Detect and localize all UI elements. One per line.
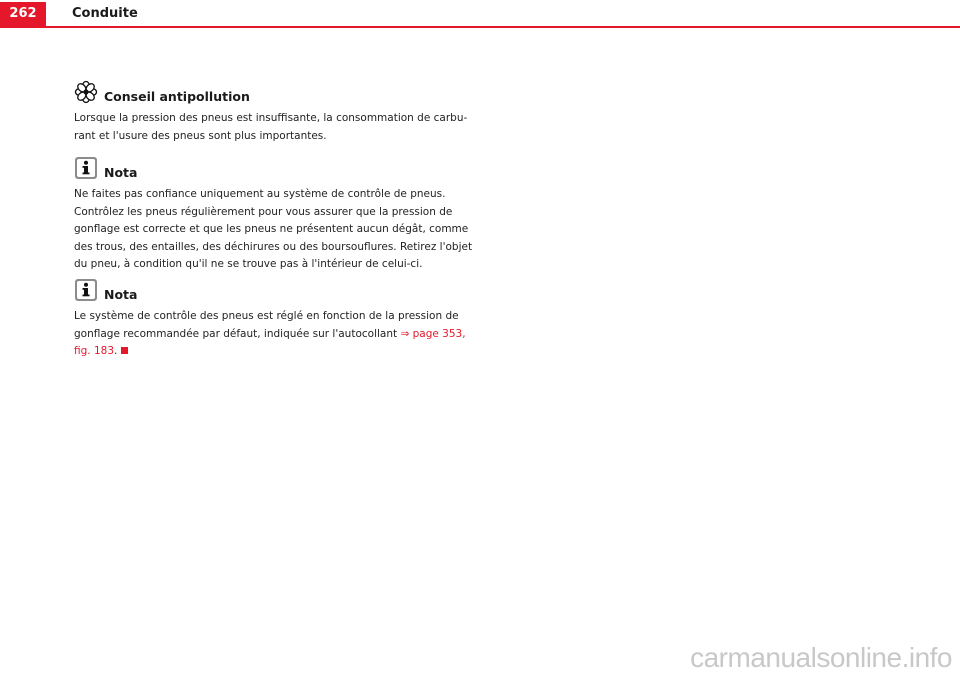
section-body xyxy=(74,186,474,274)
section-note-2 xyxy=(74,278,474,361)
body-line: gonflage est correcte et que les pneus ne présentent aucun dégât, comme xyxy=(74,223,469,235)
section-title: Nota xyxy=(104,165,138,180)
info-note-icon xyxy=(74,156,98,180)
section-title: Conseil antipollution xyxy=(104,89,250,104)
body-line: rant et l'usure des pneus sont plus importantes. xyxy=(74,129,327,142)
body-line: Ne faites pas confiance uniquement au système de contrôle de pneus. xyxy=(74,188,446,200)
flower-eco-icon xyxy=(74,80,98,104)
section-note-1 xyxy=(74,156,474,274)
body-line: gonflage recommandée par défaut, indiquée sur l'autocollant xyxy=(74,327,401,340)
figure-reference-link[interactable]: fig. 183 xyxy=(74,345,114,357)
page-reference-link[interactable] xyxy=(400,328,465,340)
body-line: Contrôlez les pneus régulièrement pour vous assurer que la pression de xyxy=(74,205,453,218)
page-header xyxy=(0,0,960,28)
section-title: Nota xyxy=(104,287,138,302)
body-line: des trous, des entailles, des déchirures ou des boursouflures. Retirez l'objet xyxy=(74,240,473,253)
page-number: 262 xyxy=(0,2,46,26)
body-line: Lorsque la pression des pneus est insuffisante, la consommation de carbu- xyxy=(74,112,468,124)
arrow-right-icon: ⇒ xyxy=(400,327,410,340)
link-text: page 353, xyxy=(409,327,466,340)
body-line: du pneu, à condition qu'il ne se trouve pas à l'intérieur de celui-ci. xyxy=(74,258,423,270)
chapter-title: Conduite xyxy=(72,6,138,21)
section-body xyxy=(74,110,474,145)
section-heading xyxy=(74,278,474,304)
section-heading xyxy=(74,156,474,182)
watermark: carmanualsonline.info xyxy=(690,642,952,673)
end-of-section-marker xyxy=(121,347,128,354)
info-note-icon xyxy=(74,278,98,302)
section-body xyxy=(74,308,474,361)
section-heading xyxy=(74,80,474,106)
period: . xyxy=(114,345,118,357)
header-rule xyxy=(0,26,960,28)
section-eco-tip xyxy=(74,80,474,145)
body-line: Le système de contrôle des pneus est réglé en fonction de la pression de xyxy=(74,310,459,322)
